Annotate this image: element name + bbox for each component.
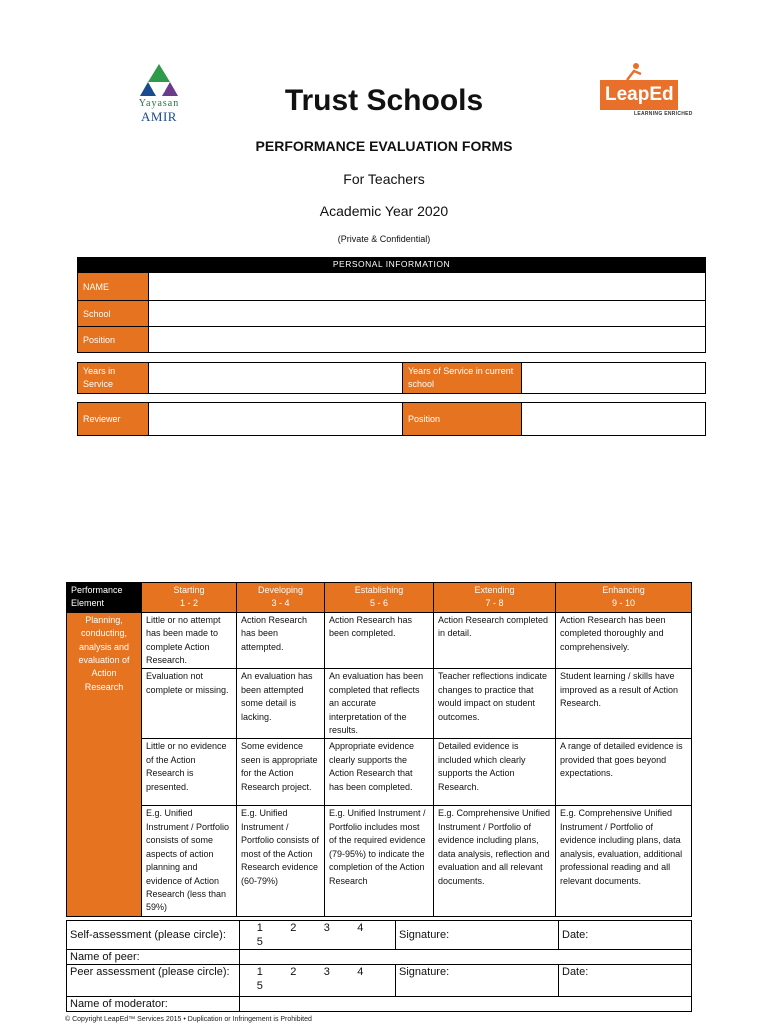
page-title: Trust Schools (284, 84, 484, 117)
assessment-table (66, 920, 692, 1012)
service-table (77, 362, 706, 394)
logo-brand: LeapEd (600, 80, 678, 110)
peer-score-5[interactable]: 5 (256, 980, 263, 992)
audience-label: For Teachers (343, 171, 425, 187)
rubric-cell: Action Research completed in detail. (434, 612, 556, 669)
rubric-cell: E.g. Comprehensive Unified Instrument / Portfolio of evidence including plans, data analysis, evaluation, additional professional reading and all relevant documents. (556, 806, 692, 916)
rubric-cell: Detailed evidence is included which clearly supports the Action Research. (434, 739, 556, 806)
rubric-level-header (556, 583, 692, 613)
rubric-cell: Action Research has been completed. (325, 612, 434, 669)
peer-assessment-label: Peer assessment (please circle): (67, 965, 240, 997)
peer-signature-field[interactable] (396, 965, 559, 997)
date-label: Date: (562, 966, 589, 978)
copyright-footer: © Copyright LeapEd™ Services 2015 • Duplication or Infringement is Prohibited (65, 1016, 312, 1023)
level-name: Extending (474, 585, 515, 595)
rubric-level-header (237, 583, 325, 613)
level-range: 7 - 8 (485, 598, 504, 609)
reviewer-position-label: Position (403, 403, 522, 436)
peer-name-label: Name of peer: (67, 950, 240, 965)
reviewer-field[interactable] (149, 403, 403, 436)
date-label: Date: (562, 929, 589, 941)
school-field[interactable] (149, 301, 706, 327)
self-signature-field[interactable] (396, 921, 559, 950)
rubric-level-header (434, 583, 556, 613)
level-name: Developing (257, 585, 304, 595)
rubric-cell: Appropriate evidence clearly supports the Action Research that has been completed. (325, 739, 434, 806)
name-field[interactable] (149, 273, 706, 301)
rubric-cell: Evaluation not complete or missing. (142, 669, 237, 739)
moderator-name-field[interactable] (240, 997, 692, 1012)
reviewer-label: Reviewer (78, 403, 149, 436)
level-range: 3 - 4 (271, 598, 290, 609)
academic-year: Academic Year 2020 (319, 203, 449, 219)
signature-label: Signature: (399, 966, 450, 978)
rubric-cell: Teacher reflections indicate changes to practice that would impact on student outcomes. (434, 669, 556, 739)
form-subtitle: PERFORMANCE EVALUATION FORMS (255, 138, 513, 154)
logo-tagline: LEARNING ENRICHED (634, 111, 693, 117)
level-range: 5 - 6 (369, 598, 388, 609)
reviewer-position-field[interactable] (522, 403, 706, 436)
peer-score-options (240, 965, 396, 997)
reviewer-table (77, 402, 706, 436)
peer-name-field[interactable] (240, 950, 692, 965)
personal-info-heading: PERSONAL INFORMATION (77, 257, 706, 272)
leaping-figure-icon (624, 62, 644, 82)
rubric-level-header (325, 583, 434, 613)
rubric-cell: Little or no attempt has been made to complete Action Research. (142, 612, 237, 669)
rubric-cell: E.g. Comprehensive Unified Instrument / Portfolio of evidence including plans, data analysis, reflection and evaluation and all relevant documents. (434, 806, 556, 916)
rubric-cell: An evaluation has been completed that reflects an accurate interpretation of the results. (325, 669, 434, 739)
rubric-cell: An evaluation has been attempted some detail is lacking. (237, 669, 325, 739)
peer-score-3[interactable]: 3 (323, 966, 330, 978)
position-field[interactable] (149, 327, 706, 353)
peer-score-4[interactable]: 4 (357, 966, 364, 978)
self-assessment-label: Self-assessment (please circle): (67, 921, 240, 950)
self-score-2[interactable]: 2 (290, 922, 297, 934)
level-range: 1 - 2 (179, 598, 198, 609)
rubric-element-header: Performance Element (67, 583, 142, 613)
rubric-cell: Action Research has been completed thoroughly and comprehensively. (556, 612, 692, 669)
signature-label: Signature: (399, 929, 450, 941)
self-score-4[interactable]: 4 (357, 922, 364, 934)
rubric-cell: E.g. Unified Instrument / Portfolio consists of some aspects of action planning and evidence of Action Research (less than 59%) (142, 806, 237, 916)
logo-word-amir: AMIR (141, 109, 177, 124)
rubric-cell: Little or no evidence of the Action Research is presented. (142, 739, 237, 806)
personal-info-table (77, 272, 706, 353)
years-current-label: Years of Service in current school (403, 363, 522, 394)
self-date-field[interactable] (559, 921, 692, 950)
name-label: NAME (78, 273, 149, 301)
confidential-note: (Private & Confidential) (337, 234, 431, 244)
self-score-1[interactable]: 1 (256, 922, 263, 934)
level-range: 9 - 10 (611, 598, 635, 609)
logo-word-yayasan: Yayasan (138, 98, 180, 109)
peer-score-2[interactable]: 2 (290, 966, 297, 978)
rubric-cell: E.g. Unified Instrument / Portfolio consists of most of the Action Research evidence (60-79%) (237, 806, 325, 916)
level-name: Establishing (354, 585, 404, 595)
position-label: Position (78, 327, 149, 353)
level-name: Starting (173, 585, 205, 595)
years-service-label: Years in Service (78, 363, 149, 394)
self-score-options (240, 921, 396, 950)
school-label: School (78, 301, 149, 327)
rubric-cell: E.g. Unified Instrument / Portfolio includes most of the required evidence (79-95%) to indicate the completion of the Action Research (325, 806, 434, 916)
peer-date-field[interactable] (559, 965, 692, 997)
moderator-name-label: Name of moderator: (67, 997, 240, 1012)
rubric-table (66, 582, 692, 917)
peer-score-1[interactable]: 1 (256, 966, 263, 978)
rubric-cell: Student learning / skills have improved as a result of Action Research. (556, 669, 692, 739)
years-current-field[interactable] (522, 363, 706, 394)
self-score-3[interactable]: 3 (323, 922, 330, 934)
rubric-cell: Action Research has been attempted. (237, 612, 325, 669)
self-score-5[interactable]: 5 (256, 936, 263, 948)
rubric-cell: Some evidence seen is appropriate for the Action Research project. (237, 739, 325, 806)
rubric-cell: A range of detailed evidence is provided that goes beyond expectations. (556, 739, 692, 806)
level-name: Enhancing (602, 585, 645, 595)
rubric-element: Planning, conducting, analysis and evaluation of Action Research (67, 612, 142, 916)
years-service-field[interactable] (149, 363, 403, 394)
rubric-level-header (142, 583, 237, 613)
